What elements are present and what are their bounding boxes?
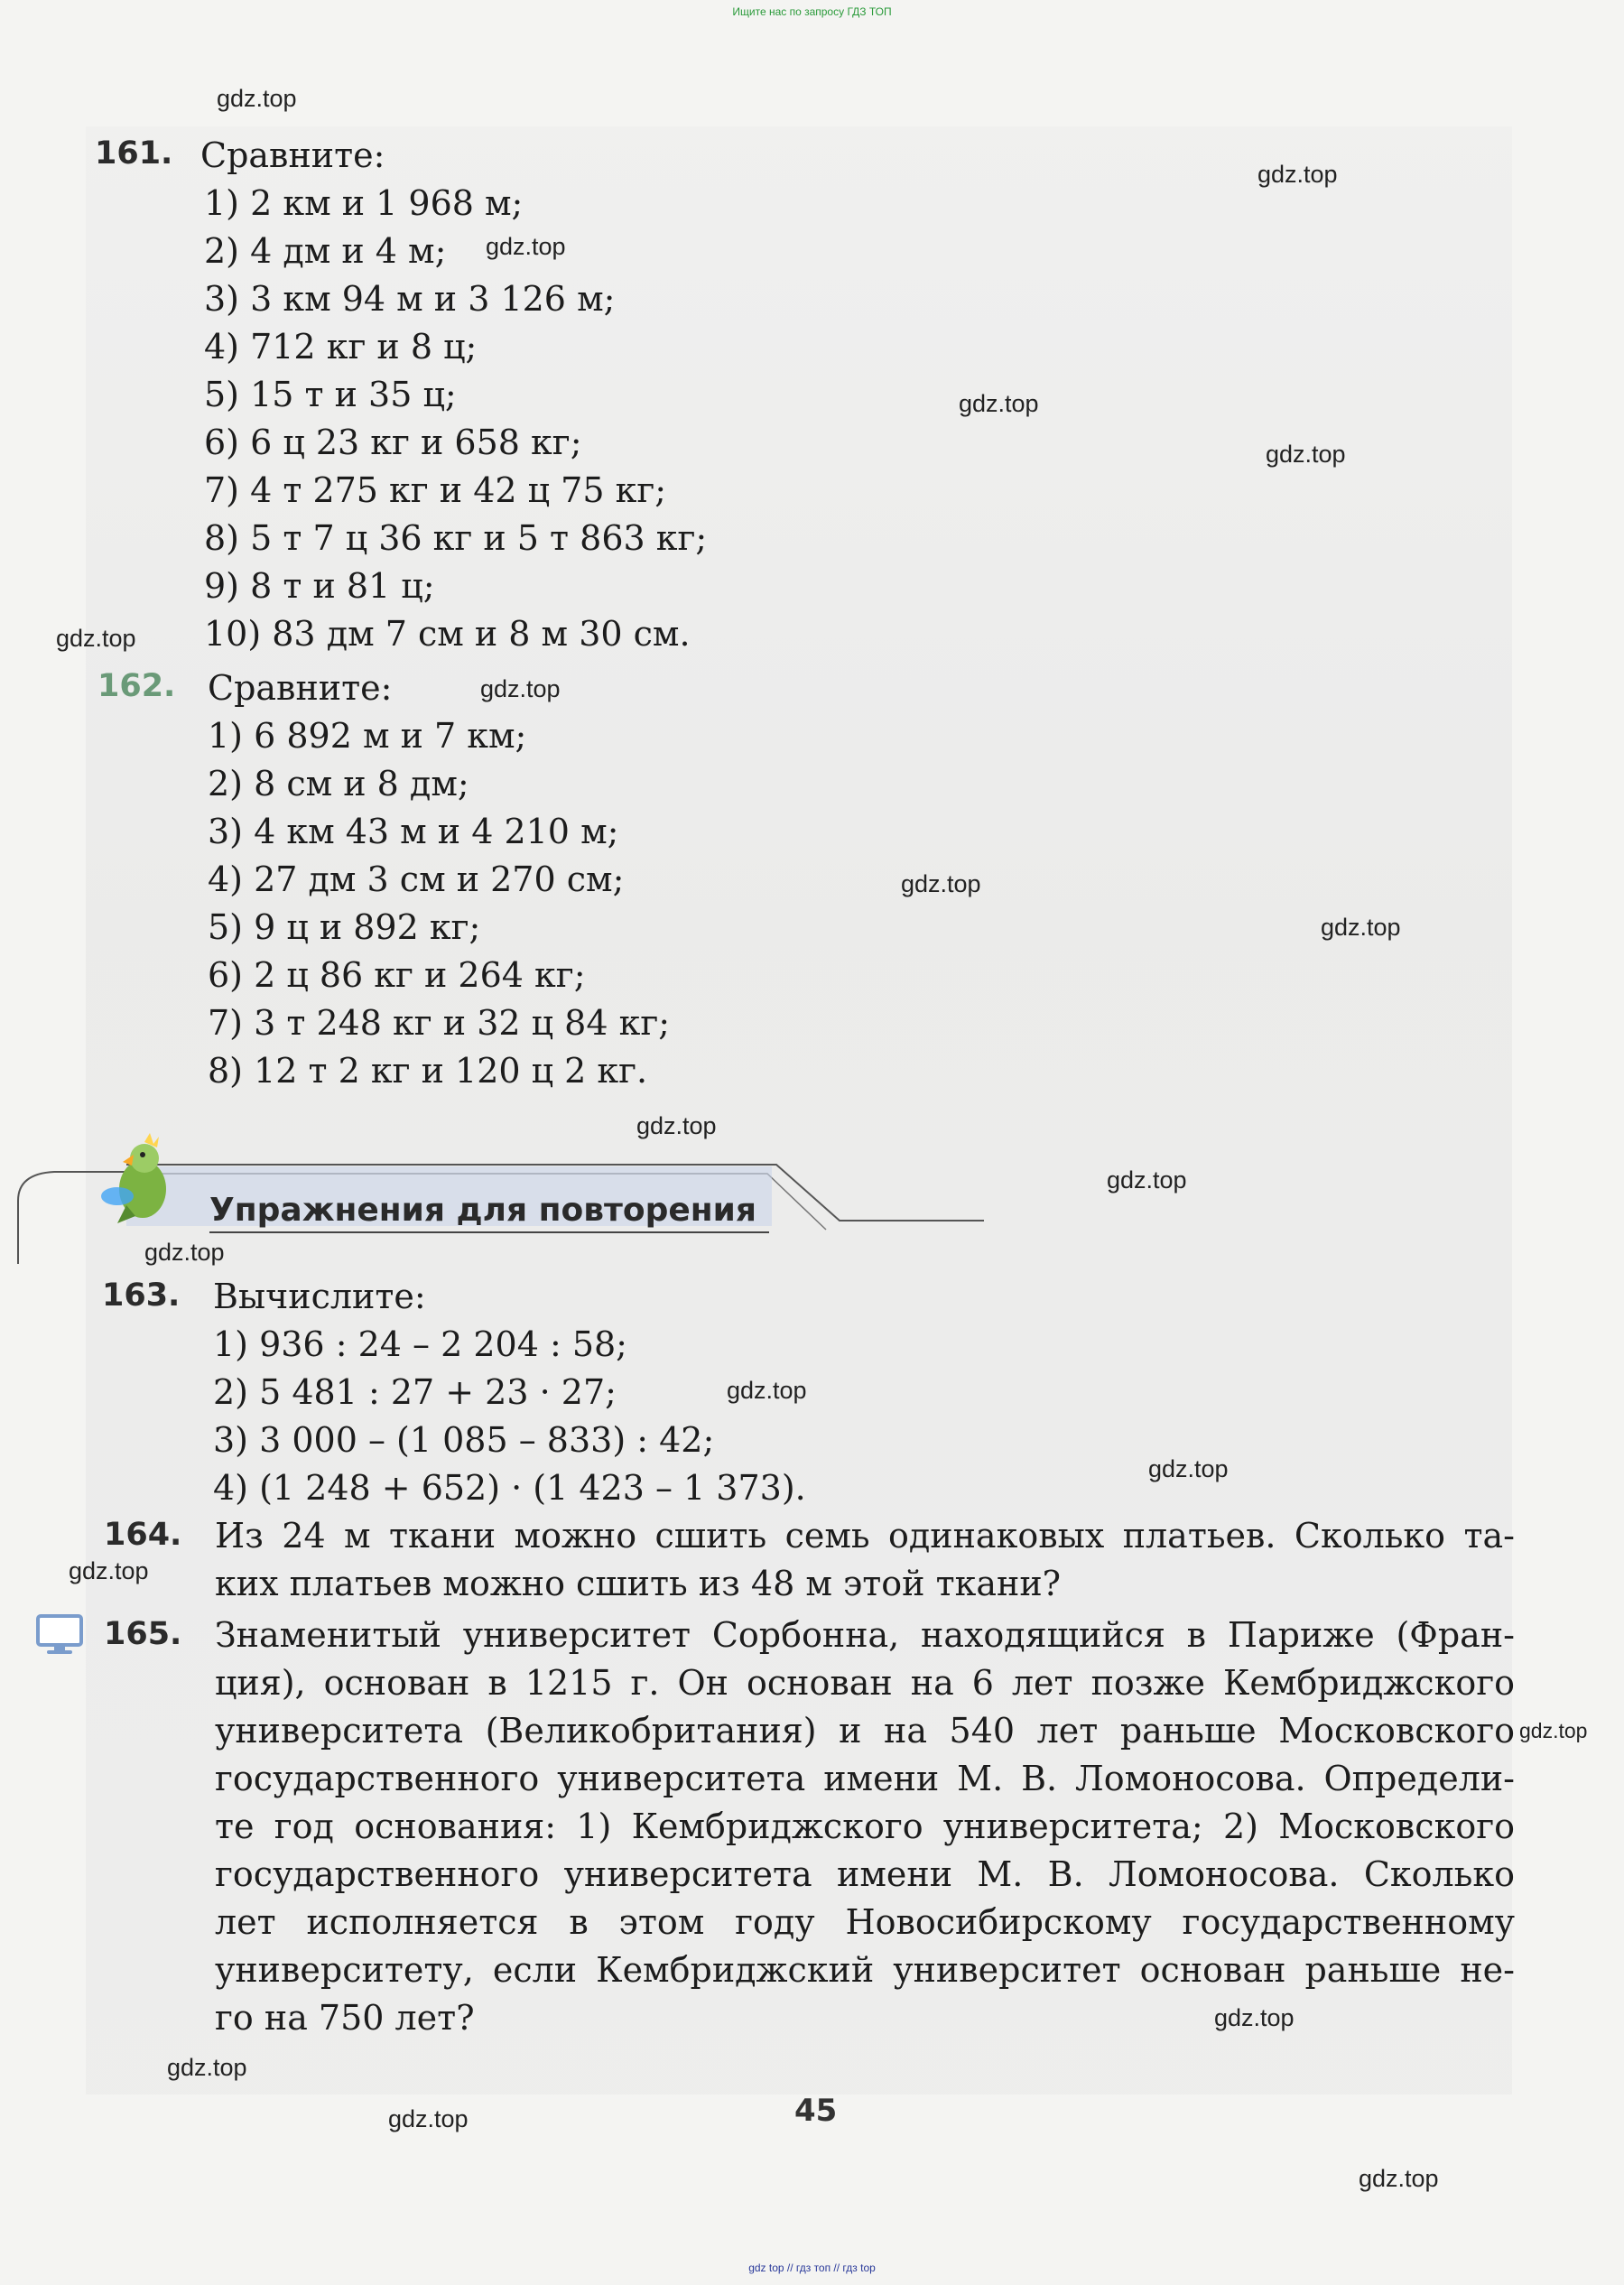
watermark: gdz.top — [217, 85, 297, 112]
exercise-161-item: 7) 4 т 275 кг и 42 ц 75 кг; — [204, 470, 667, 510]
watermark: gdz.top — [1359, 2165, 1439, 2192]
watermark: gdz.top — [1214, 2004, 1295, 2031]
watermark: gdz.top — [901, 870, 981, 897]
exercise-161-item: 10) 83 дм 7 см и 8 м 30 см. — [204, 614, 691, 654]
exercise-165-line: государственного университета имени М. В. Ломоносова. Сколько — [215, 1854, 1515, 1894]
exercise-162-item: 7) 3 т 248 кг и 32 ц 84 кг; — [208, 1003, 671, 1043]
exercise-161-item: 2) 4 дм и 4 м; — [204, 231, 447, 271]
exercise-163-prompt: Вычислите: — [213, 1277, 426, 1316]
watermark: gdz.top — [1107, 1166, 1187, 1194]
exercise-163-item: 1) 936 : 24 – 2 204 : 58; — [213, 1324, 627, 1364]
exercise-164-line: ких платьев можно сшить из 48 м этой ткани? — [215, 1564, 1062, 1603]
watermark: gdz.top — [388, 2105, 469, 2132]
exercise-165-line: Знаменитый университет Сорбонна, находящийся в Париже (Фран- — [215, 1615, 1515, 1655]
exercise-162-item: 4) 27 дм 3 см и 270 см; — [208, 859, 625, 899]
section-header-underline — [209, 1231, 769, 1233]
exercise-164-line: Из 24 м ткани можно сшить семь одинаковых платьев. Сколько та- — [215, 1516, 1515, 1556]
parrot-icon — [90, 1133, 190, 1232]
watermark: gdz.top — [1257, 161, 1338, 188]
exercise-163-item: 4) (1 248 + 652) · (1 423 – 1 373). — [213, 1468, 806, 1508]
bottom-banner: gdz top // гдз топ // гдз top — [748, 2262, 876, 2274]
exercise-163-item: 2) 5 481 : 27 + 23 · 27; — [213, 1372, 617, 1412]
watermark: gdz.top — [959, 390, 1039, 417]
exercise-165-line: го на 750 лет? — [215, 1998, 475, 2038]
exercise-162-item: 8) 12 т 2 кг и 120 ц 2 кг. — [208, 1051, 648, 1091]
exercise-162-list — [208, 712, 670, 1095]
watermark: gdz.top — [727, 1377, 807, 1404]
exercise-161-item: 4) 712 кг и 8 ц; — [204, 327, 478, 367]
exercise-161-item: 3) 3 км 94 м и 3 126 м; — [204, 279, 616, 319]
watermark: gdz.top — [1148, 1455, 1229, 1482]
exercise-163-item: 3) 3 000 – (1 085 – 833) : 42; — [213, 1420, 715, 1460]
exercise-162-prompt: Сравните: — [208, 668, 393, 708]
exercise-161-item: 8) 5 т 7 ц 36 кг и 5 т 863 кг; — [204, 518, 708, 558]
exercise-163-list — [213, 1321, 806, 1512]
exercise-165-line: те год основания: 1) Кембриджского университета; 2) Московского — [215, 1807, 1515, 1846]
exercise-161-prompt: Сравните: — [200, 135, 385, 175]
computer-monitor-icon — [36, 1614, 83, 1656]
exercise-165-line: университета (Великобритания) и на 540 лет раньше Московского — [215, 1711, 1515, 1751]
watermark: gdz.top — [636, 1112, 717, 1139]
page-number: 45 — [794, 2093, 838, 2129]
exercise-165-number: 165. — [104, 1616, 182, 1652]
exercise-165-line: университету, если Кембриджский университет основан раньше не- — [215, 1950, 1515, 1990]
exercise-162-item: 2) 8 см и 8 дм; — [208, 764, 469, 803]
top-banner: Ищите нас по запросу ГДЗ ТОП — [732, 5, 892, 18]
exercise-162-item: 1) 6 892 м и 7 км; — [208, 716, 527, 756]
exercise-161-number: 161. — [95, 135, 173, 172]
exercise-161-item: 1) 2 км и 1 968 м; — [204, 183, 524, 223]
exercise-165-line: государственного университета имени М. В. Ломоносова. Определи- — [215, 1759, 1515, 1798]
exercise-161-item: 9) 8 т и 81 ц; — [204, 566, 435, 606]
exercise-164-number: 164. — [104, 1517, 182, 1553]
watermark: gdz.top — [480, 675, 561, 702]
exercise-163-number: 163. — [102, 1277, 181, 1314]
exercise-161-item: 5) 15 т и 35 ц; — [204, 375, 457, 414]
section-header-title: Упражнения для повторения — [209, 1192, 757, 1229]
exercise-162-item: 3) 4 км 43 м и 4 210 м; — [208, 812, 619, 851]
watermark: gdz.top — [69, 1557, 149, 1584]
watermark: gdz.top — [1321, 914, 1401, 941]
watermark: gdz.top — [144, 1239, 225, 1266]
watermark: gdz.top — [56, 625, 136, 652]
watermark: gdz.top — [486, 233, 566, 260]
exercise-162-item: 6) 2 ц 86 кг и 264 кг; — [208, 955, 586, 995]
exercise-161-item: 6) 6 ц 23 кг и 658 кг; — [204, 423, 582, 462]
watermark: gdz.top — [1266, 441, 1346, 468]
exercise-162-item: 5) 9 ц и 892 кг; — [208, 907, 481, 947]
watermark: gdz.top — [1519, 1719, 1588, 1742]
exercise-165-line: ция), основан в 1215 г. Он основан на 6 лет позже Кембриджского — [215, 1663, 1515, 1703]
watermark: gdz.top — [167, 2054, 247, 2081]
exercise-161-list — [204, 180, 707, 658]
exercise-165-line: лет исполняется в этом году Новосибирскому государственному — [215, 1902, 1515, 1942]
exercise-162-number: 162. — [97, 668, 176, 704]
